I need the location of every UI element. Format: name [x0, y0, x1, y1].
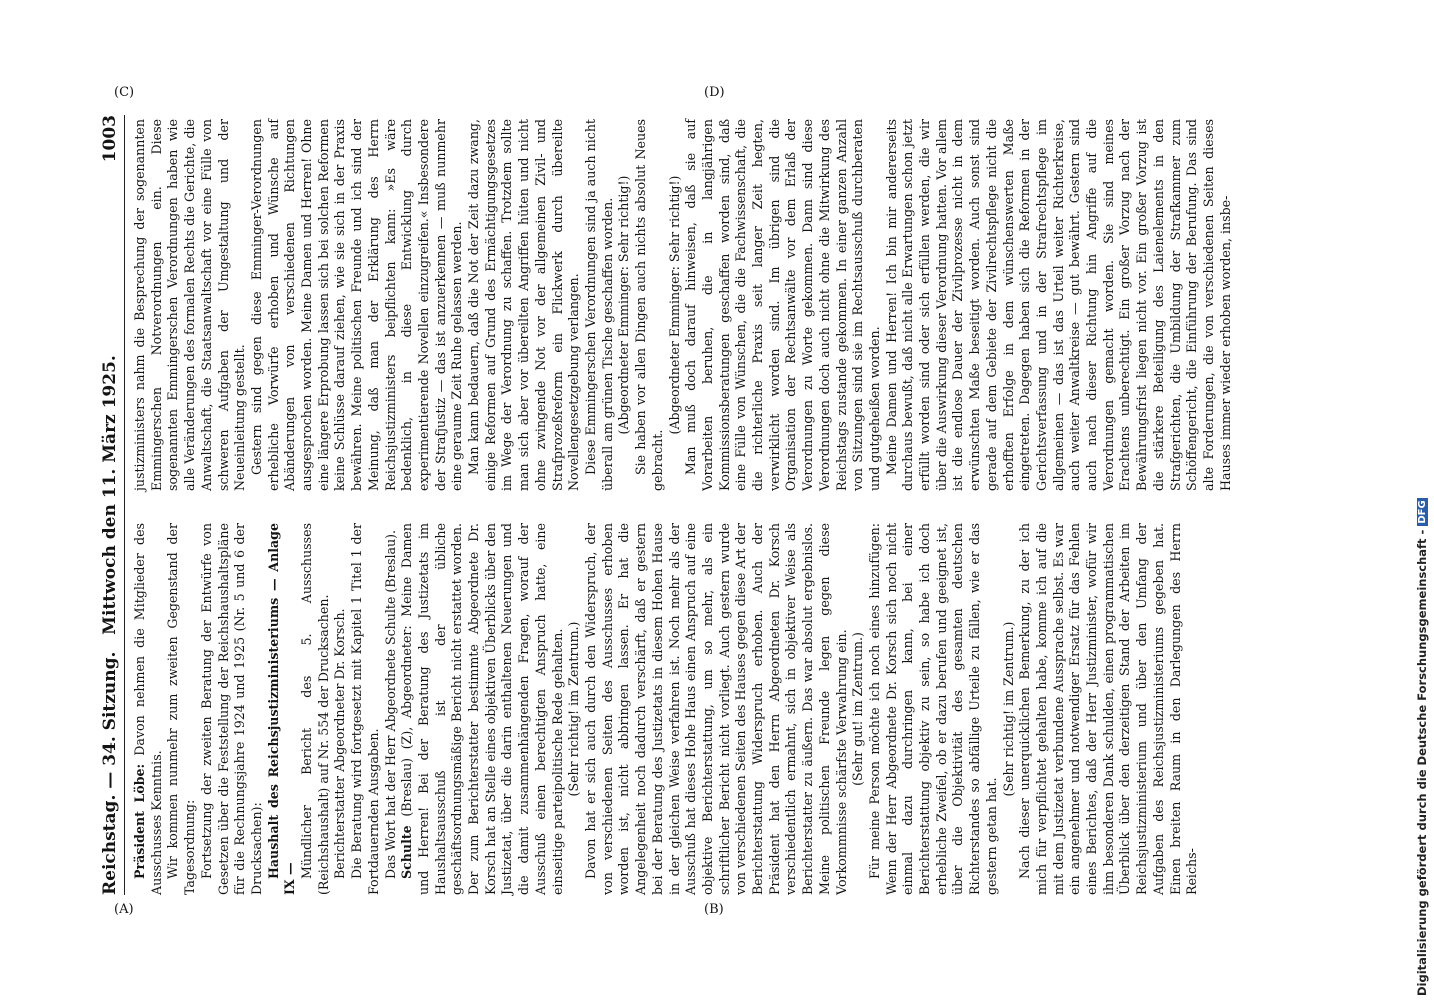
- paragraph: [566, 523, 583, 895]
- left-column: [132, 523, 1201, 895]
- paragraph-text: Man kann bedauern, daß die Not der Zeit dazu zwang, einige Reformen auf Grund des Ermächtigungsgesetzes im Wege der Verordnung zu schaffen. Trotzdem sollte man sich aber vor übereilten Angriffen hüten und nicht ohne zwingende Not vor der allgemeinen Zivil- und Strafprozeßreform ein Flickwerk durch übereilte Novellengesetzgebung verlangen.: [466, 119, 582, 491]
- paragraph-text: (Abgeordneter Emminger: Sehr richtig!): [666, 175, 682, 435]
- paragraph-text: (Sehr richtig! im Zentrum.): [566, 621, 582, 797]
- dfg-credit-text: Digitalisierung gefördert durch die Deutsche Forschungsgemeinschaft -: [1415, 529, 1429, 996]
- paragraph: [667, 119, 684, 491]
- running-header: [100, 115, 125, 895]
- paragraph: [266, 523, 299, 895]
- paragraph: [399, 523, 566, 895]
- paragraph: [299, 523, 332, 895]
- dfg-credit: [1413, 0, 1431, 996]
- paragraph: [383, 523, 400, 895]
- speaker-name: Schulte: [399, 825, 415, 879]
- paragraph: [1017, 523, 1201, 895]
- paragraph-text: Haushalt des Reichsjustizministeriums — Anlage IX —: [265, 523, 298, 895]
- paragraph-text: Wir kommen nunmehr zum zweiten Gegenstand der Tagesordnung:: [165, 523, 198, 895]
- paragraph-text: (Sehr richtig! im Zentrum.): [1000, 621, 1016, 797]
- paragraph-text: Mündlicher Bericht des 5. Ausschusses (Reichshaushalt) auf Nr. 554 der Drucksachen.: [299, 523, 331, 895]
- paragraph-text: Berichterstatter Abgeordneter Dr. Korsch.: [332, 608, 348, 879]
- paragraph-text: Man muß doch darauf hinweisen, daß sie auf Vorarbeiten beruhen, die in langjährigen Kommissionsberatungen geschaffen worden sind, daß eine Fülle von Wünschen, die die Fachwissenschaft, die die richterliche Praxis seit langer Zeit hegten, verwirklicht worden sind. Im übrigen sind die Organisation der Rechtsanwälte vor dem Erlaß der Verordnungen zu Worte gekommen. Dann sind diese Verordnungen doch auch nicht ohne die Mitwirkung des Reichstags zustande gekommen. In einer ganzen Anzahl von Sitzungen sind sie im Rechtsausschuß durchberaten und gutgeheißen worden.: [683, 119, 882, 491]
- speaker-name: Präsident Löbe:: [132, 763, 147, 879]
- paragraph: [249, 119, 466, 491]
- paragraph: [1001, 523, 1018, 895]
- paragraph: [332, 523, 349, 895]
- paragraph-text: Davon nehmen die Mitglieder des Ausschusses Kenntnis.: [132, 523, 164, 895]
- paragraph-text: Fortsetzung der zweiten Beratung der Entwürfe von Gesetzen über die Feststellung der Reichshaushaltspläne für die Rechnungsjahre 1924 und 1925 (Nr. 5 und 6 der Drucksachen):: [198, 523, 264, 895]
- paragraph: [867, 523, 1001, 895]
- header-date: Mittwoch den 11. März 1925.: [100, 355, 120, 635]
- paragraph-text: Für meine Person möchte ich noch eines hinzufügen: Wenn der Herr Abgeordnete Dr. Korsch sich noch nicht einmal dazu durchringen kann, bei einer Berichterstattung objektiv zu sein, so habe ich doch erhebliche Zweifel, ob er dazu berufen und geeignet ist, über die Objektivität des gesamten deutschen Richterstandes so abfällige Urteile zu fällen, wie er das gestern getan hat.: [866, 523, 999, 895]
- paragraph-text: Nach dieser unerquicklichen Bemerkung, zu der ich mich für verpflichtet gehalten habe, komme ich auf die mit dem Justizetat verbundene Aussprache selbst. Es war ein angenehmer und notwendiger Ersatz für das Fehlen eines Berichtes, daß der Herr Justizminister, wofür wir ihm besonderen Dank schulden, einen programmatischen Überblick über den derzeitigen Stand der Arbeiten im Reichsjustizministerium und über den Umfang der Aufgaben des Reichsjustizministeriums gegeben hat. Einen breiten Raum in den Darlegungen des Herrn Reichs-: [1017, 523, 1200, 895]
- page-number: 1003: [100, 115, 120, 163]
- paragraph-text: Davon hat er sich auch durch den Widerspruch, der von verschiedenen Seiten des Ausschusses erhoben worden ist, nicht abbringen lassen. Er hat die Angelegenheit noch dadurch verschärft, daß er gestern bei der Beratung des Justizetats in diesem Hohen Hause in der gleichen Weise verfahren ist. Noch mehr als der Ausschuß hat dieses Hohe Haus einen Anspruch auf eine objektive Berichterstattung, um so mehr, als ein schriftlicher Bericht nicht vorliegt. Auch gestern wurde von verschiedenen Seiten des Hauses gegen diese Art der Berichterstattung Widerspruch erhoben. Auch der Präsident hat den Herrn Abgeordneten Dr. Korsch verschiedentlich ermahnt, sich in objektiver Weise als Berichterstatter zu äußern. Das war absolut ergebnislos. Meine politischen Freunde legen gegen diese Vorkommnisse schärfste Verwahrung ein.: [582, 523, 849, 895]
- paragraph: [132, 523, 165, 895]
- paragraph: [616, 119, 633, 491]
- margin-mark-a: (A): [114, 902, 134, 917]
- paragraph: [850, 523, 867, 895]
- margin-mark-b: (B): [704, 902, 724, 917]
- paragraph: [884, 119, 1235, 491]
- margin-mark-c: (C): [114, 85, 135, 100]
- paragraph-text: (Abgeordneter Emminger: Sehr richtig!): [616, 175, 632, 435]
- header-left: Reichstag. — 34. Sitzung.: [100, 651, 120, 895]
- paragraph-text: Diese Emmingerschen Verordnungen sind ja auch nicht überall am grünen Tische geschaffen worden.: [582, 119, 615, 491]
- paragraph: [633, 119, 666, 491]
- paragraph-text: (Breslau) (Z), Abgeordneter: Meine Damen und Herren! Bei der Beratung des Justizetats im Haushaltsausschuß ist der übliche geschäftsordnungsmäßige Bericht nicht erstattet worden. Der zum Berichterstatter bestimmte Abgeordnete Dr. Korsch hat an Stelle eines objektiven Überblicks über den Justizetat, über die darin enthaltenen Neuerungen und die damit zusammenhängenden Fragen, worauf der Ausschuß einen berechtigten Anspruch hatte, eine einseitige parteipolitische Rede gehalten.: [399, 523, 565, 895]
- paragraph-text: Sie haben vor allen Dingen auch nichts absolut Neues gebracht.: [633, 119, 665, 491]
- paragraph: [466, 119, 583, 491]
- paragraph-text: Gestern sind gegen diese Emminger-Verordnungen erhebliche Vorwürfe erhoben und Wünsche auf Abänderungen von verschiedenen Richtungen ausgesprochen worden. Meine Damen und Herren! Ohne eine längere Erprobung lassen sich bei solchen Reformen keine Schlüsse darauf ziehen, wie sie sich in der Praxis bewähren. Meine politischen Freunde und ich sind der Meinung, daß man der Erklärung des Herrn Reichsjustizministers beipflichten kann: »Es wäre bedenklich, in diese Entwicklung durch experimentierende Novellen einzugreifen.« Insbesondere der Strafjustiz — das ist anzuerkennen — muß nunmehr eine geraume Zeit Ruhe gelassen werden.: [248, 119, 465, 491]
- paragraph: [132, 119, 249, 491]
- paragraph: [165, 523, 198, 895]
- paragraph-text: (Sehr gut! im Zentrum.): [850, 632, 866, 786]
- paragraph: [199, 523, 266, 895]
- paragraph: [683, 119, 883, 491]
- paragraph: [583, 119, 616, 491]
- margin-mark-d: (D): [704, 85, 725, 100]
- dfg-logo: DFG: [1416, 500, 1428, 524]
- paragraph-text: Das Wort hat der Herr Abgeordnete Schulte (Breslau).: [382, 529, 398, 879]
- document-page: [100, 115, 1250, 895]
- paragraph-text: justizministers nahm die Besprechung der sogenannten Emmingerschen Notverordnungen ein. Diese sogenannten Emmingerschen Verordnungen haben wie alle Veränderungen des formalen Rechts die Gerichte, die Anwaltschaft, die Staatsanwaltschaft vor eine Fülle von schweren Aufgaben der Umgestaltung und der Neueinleitung gestellt.: [132, 119, 248, 491]
- right-column: [132, 119, 1234, 491]
- paragraph-text: Die Beratung wird fortgesetzt mit Kapitel 1 Titel 1 der Fortdauernden Ausgaben.: [349, 523, 381, 895]
- paragraph: [349, 523, 382, 895]
- paragraph: [583, 523, 850, 895]
- paragraph-text: Meine Damen und Herren! Ich bin mir andererseits durchaus bewußt, daß nicht alle Erwartungen schon jetzt erfüllt worden sind oder sich erfüllen werden, die wir über die Auswirkung dieser Verordnung hatten. Vor allem ist die endlose Dauer der Zivilprozesse nicht in dem erwünschten Maße beseitigt worden. Auch sonst sind gerade auf dem Gebiete der Zivilrechtspflege nicht die erhofften Erfolge in dem wünschenswerten Maße eingetreten. Dagegen haben sich die Reformen in der Gerichtsverfassung und in der Strafrechtspflege im allgemeinen — das ist das Urteil weiter Richterkreise, auch weiter Anwaltkreise — gut bewährt. Gestern sind auch nach dieser Richtung hin Angriffe auf die Verordnungen gemacht worden. Sie sind meines Erachtens unberechtigt. Ein großer Vorzug nach der Bewährungsfrist liegen nicht vor. Ein großer Vorzug ist die stärkere Beteiligung des Laienelements in den Strafgerichten, die Umbildung der Strafkammer zum Schöffengericht, die Einführung der Berufung. Das sind alte Forderungen, die von verschiedenen Seiten dieses Hauses immer wieder erhoben worden, insbe-: [883, 119, 1233, 491]
